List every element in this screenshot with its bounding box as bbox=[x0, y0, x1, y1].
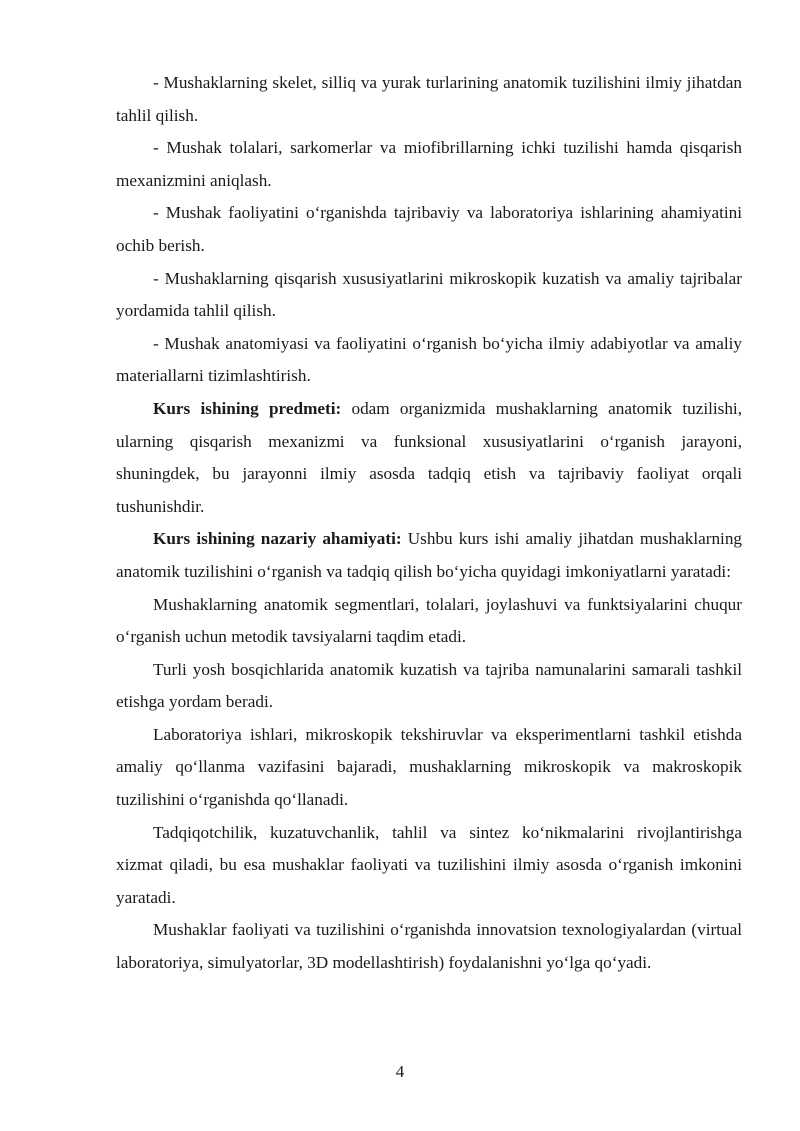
subject-text: odam organizmida mushaklarning anatomik tuzilishi, ularning qisqarish mexanizmi va funksional xususiyatlarini o‘rganish jarayoni, shuningdek, bu jarayonni ilmiy asosda tadqiq etish va tajribaviy faoliyat orqali tushunishdir. bbox=[116, 398, 742, 516]
page-body bbox=[116, 67, 742, 980]
significance-paragraph bbox=[116, 523, 742, 588]
subject-paragraph bbox=[116, 393, 742, 523]
body-paragraph-3: Laboratoriya ishlari, mikroskopik tekshiruvlar va eksperimentlarni tashkil etishda amaliy qo‘llanma vazifasini bajaradi, mushaklarning mikroskopik va makroskopik tuzilishini o‘rganishda qo‘llanadi. bbox=[116, 724, 742, 810]
body-paragraph-4: Tadqiqotchilik, kuzatuvchanlik, tahlil va sintez ko‘nikmalarini rivojlantirishga xizmat qiladi, bu esa mushaklar faoliyati va tuzilishini ilmiy asosda o‘rganish imkonini yaratadi. bbox=[116, 822, 742, 907]
body-paragraph-2: Turli yosh bosqichlarida anatomik kuzatish va tajriba namunalarini samarali tashkil etishga yordam beradi. bbox=[116, 659, 742, 712]
objective-item-2: - Mushak tolalari, sarkomerlar va miofibrillarning ichki tuzilishi hamda qisqarish mexanizmini aniqlash. bbox=[116, 138, 742, 190]
significance-label: Kurs ishining nazariy ahamiyati: bbox=[153, 529, 402, 549]
objective-item-1: - Mushaklarning skelet, silliq va yurak turlarining anatomik tuzilishini ilmiy jihatdan tahlil qilish. bbox=[116, 73, 742, 125]
objective-item-5: - Mushak anatomiyasi va faoliyatini o‘rganish bo‘yicha ilmiy adabiyotlar va amaliy materiallarni tizimlashtirish. bbox=[116, 333, 742, 386]
significance-text: Ushbu kurs ishi amaliy jihatdan mushaklarning anatomik tuzilishini o‘rganish va tadqiq qilish bo‘yicha quyidagi imkoniyatlarni yaratadi: bbox=[116, 529, 743, 581]
body-paragraph-5: Mushaklar faoliyati va tuzilishini o‘rganishda innovatsion texnologiyalardan (virtual laboratoriya, simulyatorlar, 3D modellashtirish) foydalanishni yo‘lga qo‘yadi. bbox=[116, 920, 742, 973]
body-paragraph-1: Mushaklarning anatomik segmentlari, tolalari, joylashuvi va funktsiyalarini chuqur o‘rganish uchun metodik tavsiyalarni taqdim etadi. bbox=[116, 594, 742, 647]
page-number: 4 bbox=[395, 1062, 405, 1081]
objective-item-3: - Mushak faoliyatini o‘rganishda tajribaviy va laboratoriya ishlarining ahamiyatini ochib berish. bbox=[116, 203, 742, 255]
subject-label: Kurs ishining predmeti: bbox=[153, 398, 342, 418]
objective-item-4: - Mushaklarning qisqarish xususiyatlarini mikroskopik kuzatish va amaliy tajribalar yordamida tahlil qilish. bbox=[116, 268, 742, 321]
